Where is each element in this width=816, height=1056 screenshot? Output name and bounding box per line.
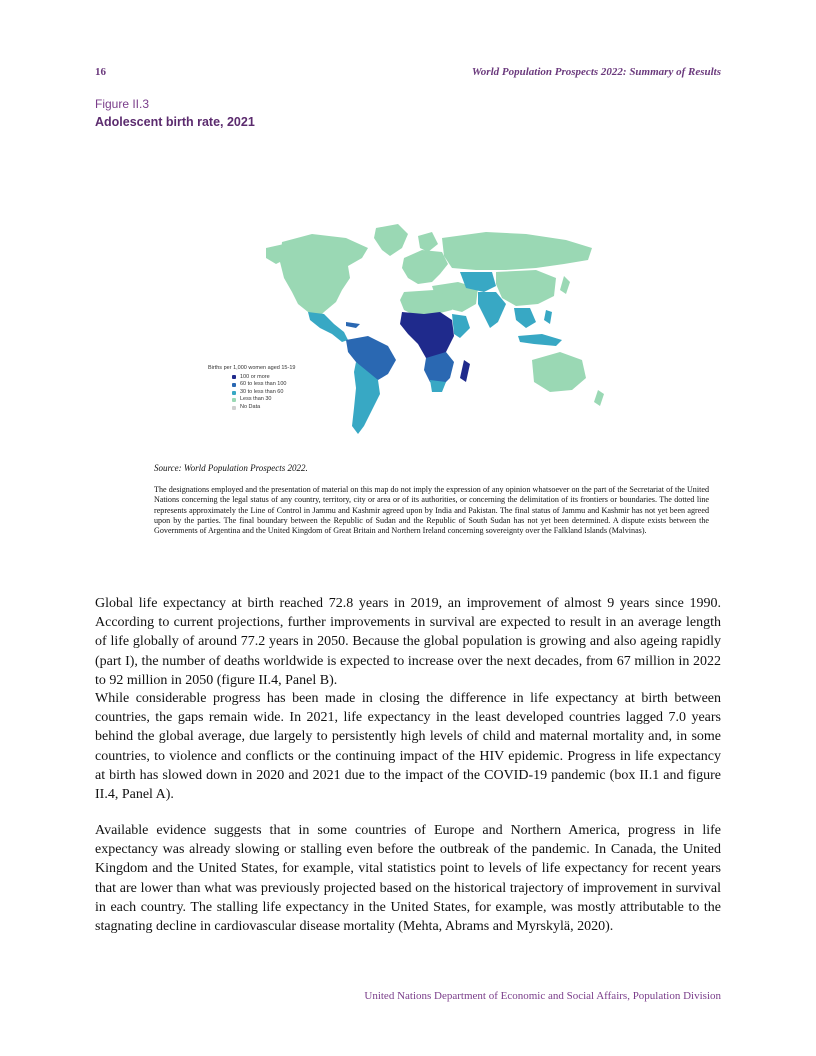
- legend-item: [208, 396, 295, 404]
- legend-item: [208, 374, 295, 382]
- map-region-new-zealand: [594, 390, 604, 406]
- map-region-south-america-north: [346, 336, 396, 380]
- map-region-japan: [560, 276, 570, 294]
- map-legend: [208, 365, 295, 412]
- map-region-east-africa: [452, 314, 470, 338]
- map-region-southeast-asia: [514, 308, 536, 328]
- figure-source: Source: World Population Prospects 2022.: [154, 463, 308, 473]
- world-map: [196, 212, 620, 448]
- map-region-caribbean: [346, 322, 360, 328]
- legend-item: [208, 404, 295, 412]
- body-paragraph: While considerable progress has been made in closing the difference in life expectancy at birth between countries, the gaps remain wide. In 2021, life expectancy in the least developed countries lagged 7.0 years behind the global average, due largely to persistently high levels of child and maternal mortality and, in some countries, to violence and conflicts or the continuing impact of the HIV epidemic. Progress in life expectancy at birth has slowed down in 2020 and 2021 due to the impact of the COVID-19 pandemic (box II.1 and figure II.4, Panel A).: [95, 691, 721, 803]
- legend-item: [208, 389, 295, 397]
- figure-title: Adolescent birth rate, 2021: [95, 115, 255, 129]
- map-region-east-asia: [496, 270, 556, 306]
- legend-swatch: [232, 383, 236, 387]
- map-region-madagascar: [460, 360, 470, 382]
- legend-label: Less than 30: [240, 396, 272, 403]
- map-region-south-africa: [430, 380, 446, 392]
- body-paragraph: Available evidence suggests that in some countries of Europe and Northern America, progress in life expectancy was already slowing or stalling even before the outbreak of the pandemic. In Canada, the United Kingdom and the United States, for example, vital statistics point to levels of life expectancy for recent years that are lower than what was previously projected based on the historical trajectory of improvement in survival in each country. The stalling life expectancy in the United States, for example, was mostly attributable to the stagnating decline in cardiovascular disease mortality (Mehta, Abrams and Myrskylä, 2020).: [95, 823, 721, 935]
- legend-title: Births per 1,000 women aged 15-19: [208, 365, 296, 371]
- legend-label: 30 to less than 60: [240, 388, 284, 395]
- map-region-russia: [442, 232, 592, 270]
- map-region-scandinavia: [418, 232, 438, 252]
- map-region-central-america: [308, 312, 348, 342]
- legend-swatch: [232, 406, 236, 410]
- legend-label: No Data: [240, 403, 261, 410]
- map-region-north-america: [280, 234, 368, 320]
- legend-label: 60 to less than 100: [240, 381, 287, 388]
- legend-swatch: [232, 375, 236, 379]
- legend-item: [208, 381, 295, 389]
- map-disclaimer: The designations employed and the presentation of material on this map do not imply the expression of any opinion whatsoever on the part of the Secretariat of the United Nations concerning the legal status of any country, territory, city or area or of its authorities, or concerning the delimitation of its frontiers or boundaries. The dotted line represents approximately the Line of Control in Jammu and Kashmir agreed upon by India and Pakistan. The final status of Jammu and Kashmir has not yet been agreed upon by the parties. The final boundary between the Republic of Sudan and the Republic of South Sudan has not yet been determined. A dispute exists between the Governments of Argentina and the United Kingdom of Great Britain and Northern Ireland concerning sovereignty over the Falkland Islands (Malvinas).: [154, 485, 709, 536]
- map-region-australia: [532, 352, 586, 392]
- legend-swatch: [232, 398, 236, 402]
- legend-label: 100 or more: [240, 373, 270, 380]
- figure-label: Figure II.3: [95, 97, 150, 111]
- map-region-philippines: [544, 310, 552, 324]
- page-number: 16: [95, 66, 106, 78]
- map-region-indonesia: [518, 334, 562, 346]
- body-paragraph: Global life expectancy at birth reached 72.8 years in 2019, an improvement of almost 9 years since 1990. According to current projections, further improvements in survival are expected to result in an average length of life globally of around 77.2 years in 2050. Because the global population is growing and also ageing rapidly (part I), the number of deaths worldwide is expected to increase over the next decades, from 67 million in 2022 to 92 million in 2050 (figure II.4, Panel B).: [95, 596, 721, 688]
- page-footer: United Nations Department of Economic and Social Affairs, Population Division: [364, 990, 721, 1002]
- legend-swatch: [232, 391, 236, 395]
- map-region-europe: [402, 250, 448, 284]
- document-title: World Population Prospects 2022: Summary of Results: [471, 66, 721, 78]
- running-header: [95, 66, 721, 84]
- map-region-greenland: [374, 224, 408, 256]
